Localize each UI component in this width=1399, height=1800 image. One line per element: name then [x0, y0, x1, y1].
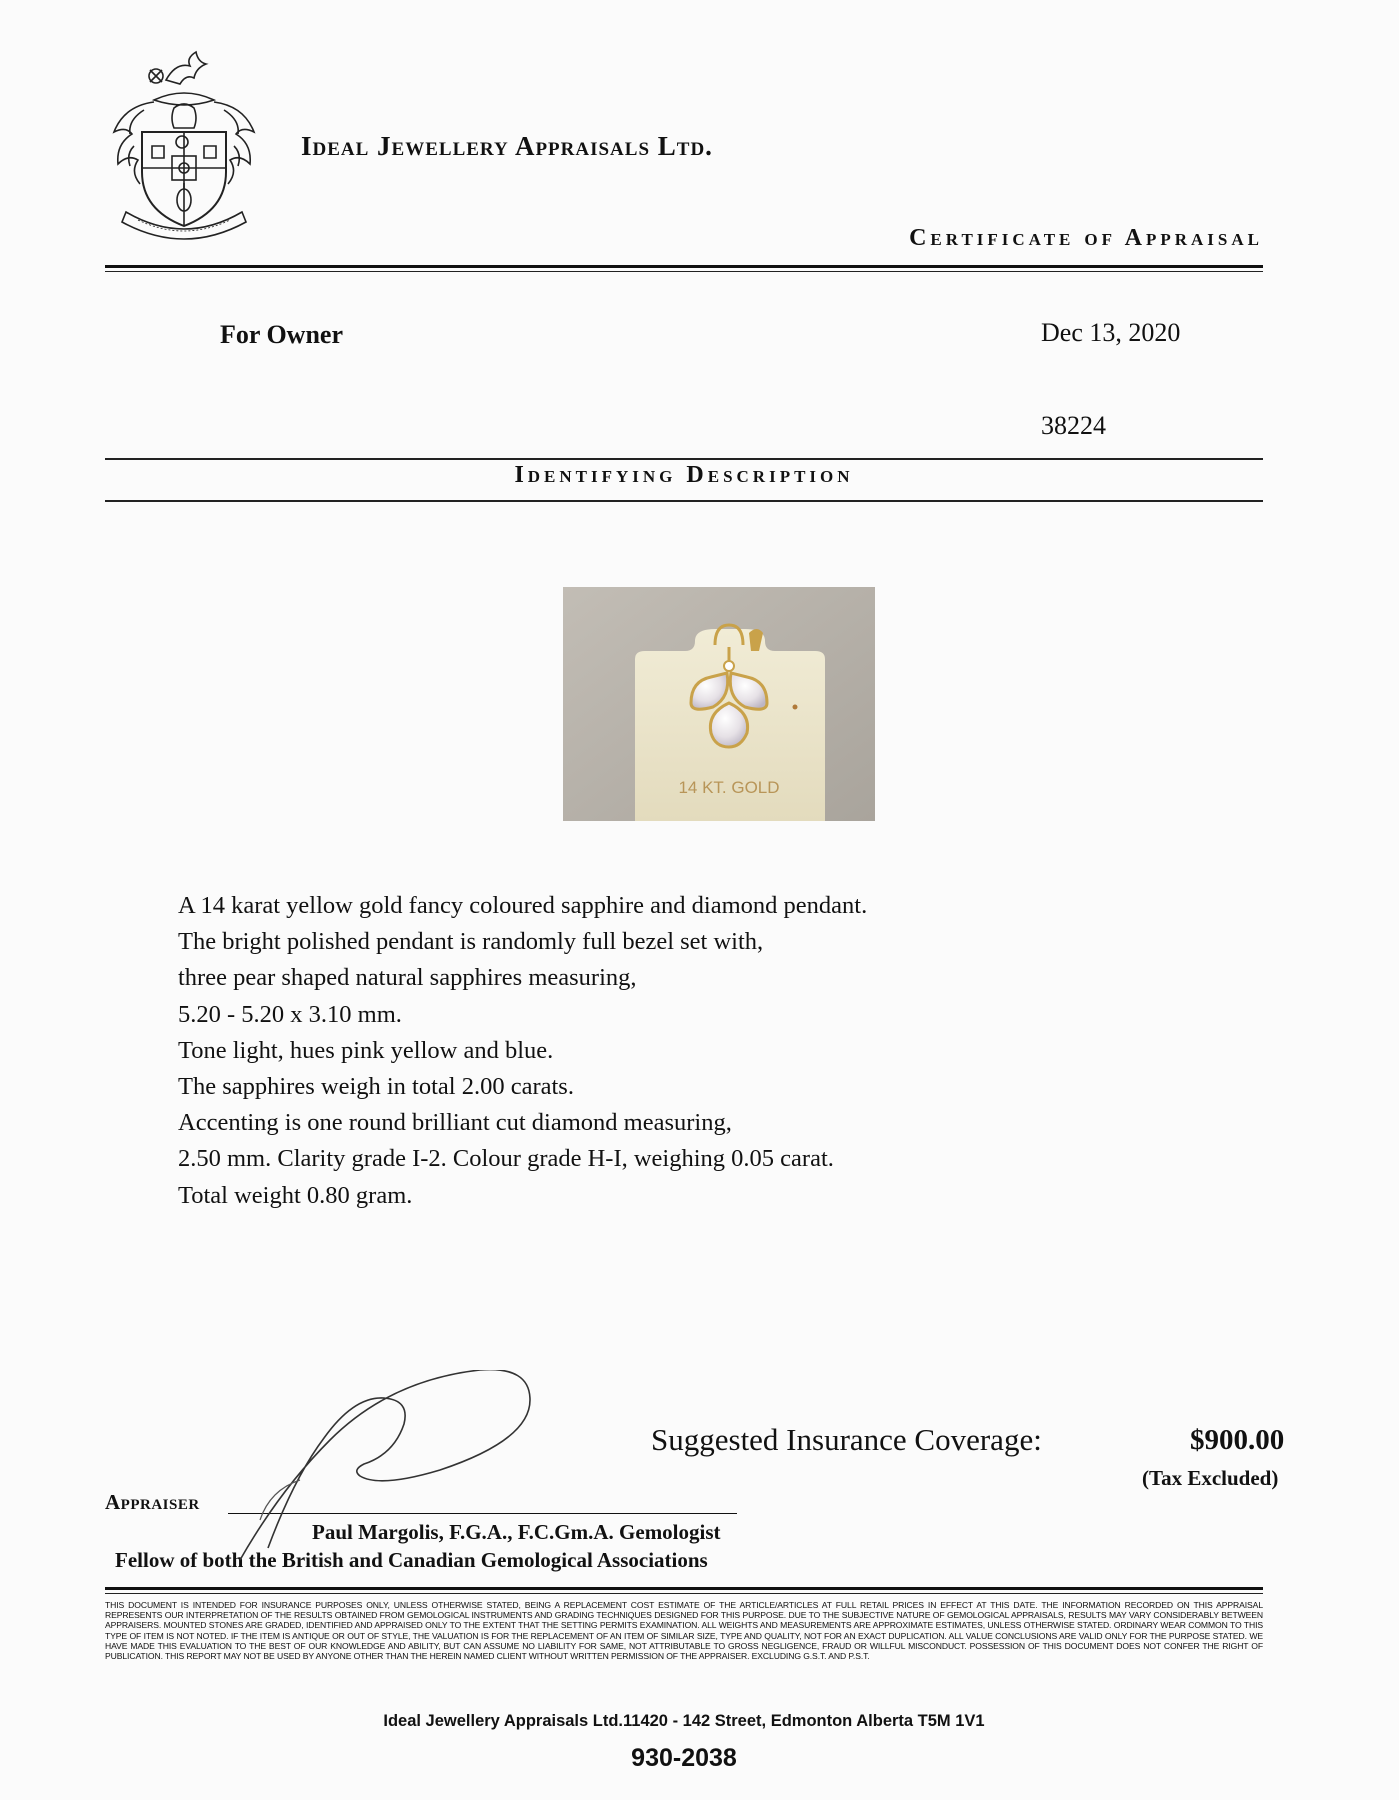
card-label: 14 KT. GOLD: [678, 778, 780, 797]
tax-note: (Tax Excluded): [1142, 1466, 1279, 1490]
certificate-number: 38224: [1041, 411, 1106, 440]
section-divider-top: [105, 458, 1263, 460]
document-title: Certificate of Appraisal: [909, 225, 1263, 251]
appraiser-signature: [230, 1370, 550, 1570]
description-line: Tone light, hues pink yellow and blue.: [178, 1036, 554, 1064]
pendant-photo: [563, 587, 875, 821]
owner-label: For Owner: [220, 320, 343, 349]
coverage-label: Suggested Insurance Coverage:: [651, 1422, 1042, 1457]
description-line: The bright polished pendant is randomly full bezel set with,: [178, 928, 764, 956]
footer-divider-thin: [105, 1593, 1263, 1594]
description-line: Total weight 0.80 gram.: [178, 1181, 413, 1209]
item-description: [178, 888, 867, 1214]
description-line: three pear shaped natural sapphires measuring,: [178, 964, 637, 992]
appraiser-name: Paul Margolis, F.G.A., F.C.Gm.A. Gemologist: [312, 1520, 721, 1544]
coat-of-arms-logo: [104, 50, 264, 240]
description-line: Accenting is one round brilliant cut diamond measuring,: [178, 1109, 732, 1137]
company-phone: 930-2038: [631, 1744, 737, 1772]
appraiser-fellowship: Fellow of both the British and Canadian Gemological Associations: [115, 1548, 708, 1572]
section-divider-bottom: [105, 500, 1263, 502]
company-address: Ideal Jewellery Appraisals Ltd.11420 - 142 Street, Edmonton Alberta T5M 1V1: [383, 1712, 985, 1730]
company-name: Ideal Jewellery Appraisals Ltd.: [301, 131, 713, 161]
appraisal-date: Dec 13, 2020: [1041, 318, 1181, 347]
coverage-value: $900.00: [1190, 1424, 1285, 1456]
section-title: Identifying Description: [514, 462, 854, 488]
appraiser-label: Appraiser: [105, 1490, 200, 1514]
description-line: 2.50 mm. Clarity grade I-2. Colour grade H-I, weighing 0.05 carat.: [178, 1145, 834, 1173]
description-line: The sapphires weigh in total 2.00 carats.: [178, 1073, 574, 1101]
header-divider: [105, 265, 1263, 268]
header-divider-thin: [105, 271, 1263, 272]
legal-disclaimer: THIS DOCUMENT IS INTENDED FOR INSURANCE PURPOSES ONLY, UNLESS OTHERWISE STATED, BEING A REPLACEMENT COST ESTIMATE OF THE ARTICLE/ARTICLES AT FULL RETAIL PRICES IN EFFECT AT THIS DATE. THE INFORMATION RECORDED ON THIS APPRAISAL REPRESENTS OUR INTERPRETATION OF THE RESULTS OBTAINED FROM GEMOLOGICAL INSTRUMENTS AND GRADING TECHNIQUES DESIGNED FOR THIS PURPOSE. DUE TO THE SUBJECTIVE NATURE OF GEMOLOGICAL APPRAISALS, RESULTS MAY VARY CONSIDERABLY BETWEEN APPRAISERS. MOUNTED STONES ARE GRADED, IDENTIFIED AND APPRAISED ONLY TO THE EXTENT THAT THE SETTING PERMITS EXAMINATION. ALL WEIGHTS AND MEASUREMENTS ARE APPROXIMATE ESTIMATES, UNLESS OTHERWISE STATED. ORDINARY WEAR COMMON TO THIS TYPE OF ITEM IS NOT NOTED. IF THE ITEM IS ANTIQUE OR OUT OF STYLE, THE VALUATION IS FOR THE REPLACEMENT OF AN ITEM OF SIMILAR SIZE, TYPE AND QUALITY, NOT FOR AN EXACT DUPLICATION. ALL VALUE CONCLUSIONS ARE VALID ONLY FOR THE PURPOSE STATED. WE HAVE MADE THIS EVALUATION TO THE BEST OF OUR KNOWLEDGE AND ABILITY, BUT CAN ASSUME NO LIABILITY FOR SAME, NOT ATTRIBUTABLE TO GROSS NEGLIGENCE, FRAUD OR WILLFUL MISCONDUCT. POSSESSION OF THIS DOCUMENT DOES NOT CONFER THE RIGHT OF PUBLICATION. THIS REPORT MAY NOT BE USED BY ANYONE OTHER THAN THE HEREIN NAMED CLIENT WITHOUT WRITTEN PERMISSION OF THE APPRAISER. EXCLUDING G.S.T. AND P.S.T.: [105, 1600, 1263, 1662]
description-line: A 14 karat yellow gold fancy coloured sapphire and diamond pendant.: [178, 892, 868, 919]
description-line: 5.20 - 5.20 x 3.10 mm.: [178, 1000, 402, 1028]
footer-divider: [105, 1587, 1263, 1590]
